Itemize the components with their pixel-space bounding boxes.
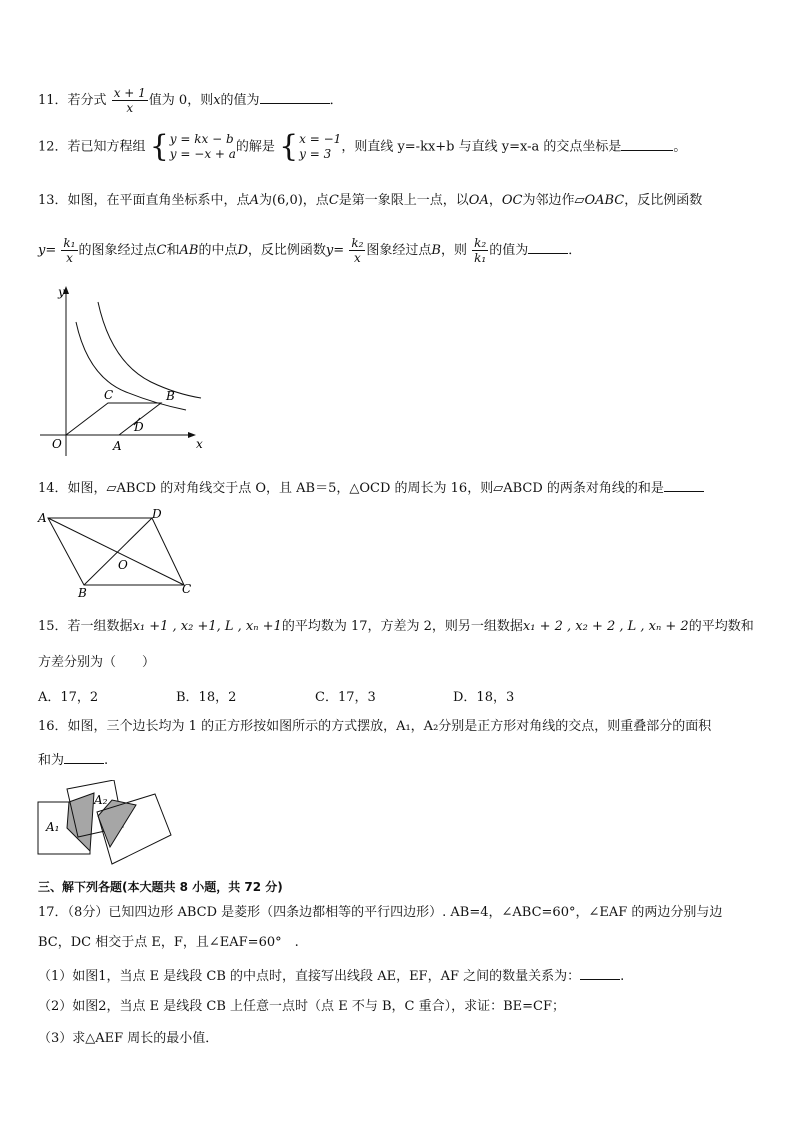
label-a1: A₁ xyxy=(46,820,60,834)
diagonal-ac xyxy=(48,518,184,585)
label-b: B xyxy=(78,586,87,600)
label-c: C xyxy=(104,388,114,402)
label-d: D xyxy=(134,420,144,434)
label-o: O xyxy=(118,558,128,572)
q14-parallelogram-figure xyxy=(34,505,204,600)
label-a2: A₂ xyxy=(94,793,108,807)
label-o: O xyxy=(52,437,62,451)
label-c: C xyxy=(182,582,192,596)
diagonal-bd xyxy=(84,518,152,585)
question-17-part-1: （1）如图1，当点 E 是线段 CB 的中点时，直接写出线段 AE，EF，AF 之间的数量关系为： . xyxy=(38,966,624,986)
answer-blank[interactable] xyxy=(260,90,330,104)
question-17-part-2: （2）如图2，当点 E 是线段 CB 上任意一点时（点 E 不与 B，C 重合），求证：BE=CF； xyxy=(38,999,565,1014)
curve-k2 xyxy=(98,302,201,398)
q16-squares-figure xyxy=(34,780,179,865)
question-17-part-3: （3）求△AEF 周长的最小值． xyxy=(38,1031,219,1046)
overlap-1 xyxy=(67,793,94,851)
parallelogram-oabc xyxy=(66,403,161,435)
question-13: 13．如图，在平面直角坐标系中，点A为(6,0)，点C是第一象限上一点，以OA，OC为邻边作▱OABC，反比例函数 xyxy=(38,193,703,208)
answer-blank[interactable] xyxy=(580,966,620,980)
option-d[interactable]: D．18，3 xyxy=(453,690,515,705)
question-17-line-2: BC，DC 相交于点 E，F，且∠EAF=60° . xyxy=(38,935,299,950)
option-c[interactable]: C．17，3 xyxy=(315,690,376,705)
option-b[interactable]: B．18，2 xyxy=(176,690,237,705)
label-a: A xyxy=(38,511,47,525)
section-3-title: 三、解下列各题(本大题共 8 小题，共 72 分) xyxy=(38,880,283,894)
option-a[interactable]: A．17，2 xyxy=(38,690,99,705)
answer-blank[interactable] xyxy=(621,137,673,151)
question-11: 11．若分式 $\frac{x + 1}{x}$ 值为 0，则x的值为 ． xyxy=(38,86,343,115)
answer-blank[interactable] xyxy=(64,750,104,764)
solution-system: { x = −1 y = 3 xyxy=(279,129,342,164)
label-b: B xyxy=(166,389,175,403)
question-15: 15．若一组数据x₁ +1 , x₂ +1, L , xₙ +1的平均数为 17，方差为 2，则另一组数据x₁ + 2 , x₂ + 2 , L , xₙ + 2的平均数和 xyxy=(38,619,754,634)
question-16-line-2: 和为 . xyxy=(38,750,108,770)
overlap-2 xyxy=(98,800,136,847)
question-12: 12．若已知方程组 { y = kx − b y = −x + a 的解是 { x = −1 y = 3 ，则直线 y=-kx+b 与直线 y=x-a 的交点坐标是 。 xyxy=(38,129,687,164)
answer-blank[interactable] xyxy=(528,240,568,254)
question-17: 17．（8分）已知四边形 ABCD 是菱形（四条边都相等的平行四边形）. AB=4，∠ABC=60°，∠EAF 的两边分别与边 xyxy=(38,905,723,920)
question-13-line-2: y= $\frac{\text{k₁}}{x}$ 的图象经过点C和AB的中点D，反比例函数y= $\frac{\text{k₂}}{x}$ 图象经过点B，则 $\frac{\text{k₂}}{\text{k₁}}$ 的值为 ． xyxy=(38,236,582,265)
question-15-line-2: 方差分别为（ ） xyxy=(38,655,156,670)
x-axis-arrow xyxy=(188,432,196,438)
answer-blank[interactable] xyxy=(664,478,704,492)
question-16: 16．如图，三个边长均为 1 的正方形按如图所示的方式摆放，A₁，A₂分别是正方形对角线的交点，则重叠部分的面积 xyxy=(38,719,712,734)
q13-graph-figure xyxy=(36,282,216,462)
fraction: $\frac{x + 1}{x}$ xyxy=(113,86,146,115)
label-a: A xyxy=(113,439,122,453)
label-d: D xyxy=(152,507,162,521)
question-14: 14．如图，▱ABCD 的对角线交于点 O，且 AB＝5，△OCD 的周长为 16，则▱ABCD 的两条对角线的和是 xyxy=(38,478,704,498)
label-y: y xyxy=(58,285,65,299)
equation-system: { y = kx − b y = −x + a xyxy=(149,129,236,164)
label-x: x xyxy=(196,437,203,451)
